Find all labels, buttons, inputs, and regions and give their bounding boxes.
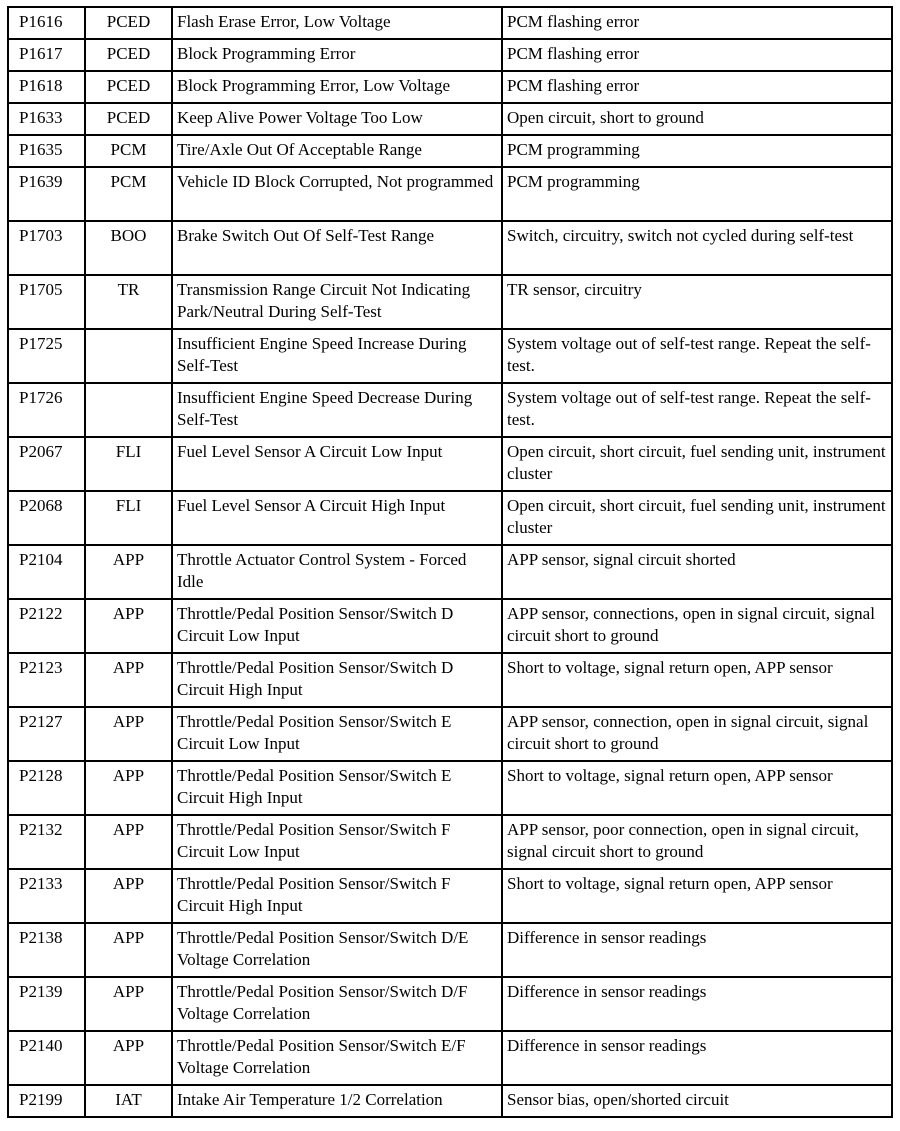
dtc-code-cell: P2139 (8, 977, 85, 1031)
description-cell: Throttle/Pedal Position Sensor/Switch D/F Voltage Correlation (172, 977, 502, 1031)
possible-cause-cell: Short to voltage, signal return open, APP sensor (502, 653, 892, 707)
possible-cause-cell: PCM flashing error (502, 7, 892, 39)
table-row (8, 923, 892, 977)
dtc-table-body (8, 7, 892, 1117)
dtc-code-cell: P1705 (8, 275, 85, 329)
system-cell: APP (85, 815, 172, 869)
dtc-code-cell: P2127 (8, 707, 85, 761)
dtc-code-cell: P1726 (8, 383, 85, 437)
system-cell: APP (85, 545, 172, 599)
dtc-code-cell: P1633 (8, 103, 85, 135)
dtc-code-cell: P2122 (8, 599, 85, 653)
description-cell: Throttle/Pedal Position Sensor/Switch F Circuit High Input (172, 869, 502, 923)
possible-cause-cell: Short to voltage, signal return open, APP sensor (502, 869, 892, 923)
dtc-code-cell: P2128 (8, 761, 85, 815)
dtc-code-cell: P1725 (8, 329, 85, 383)
system-cell: APP (85, 707, 172, 761)
table-row (8, 71, 892, 103)
description-cell: Intake Air Temperature 1/2 Correlation (172, 1085, 502, 1117)
description-cell: Tire/Axle Out Of Acceptable Range (172, 135, 502, 167)
dtc-table (7, 6, 893, 1118)
table-row (8, 707, 892, 761)
table-row (8, 329, 892, 383)
possible-cause-cell: System voltage out of self-test range. Repeat the self-test. (502, 383, 892, 437)
system-cell: FLI (85, 437, 172, 491)
possible-cause-cell: PCM flashing error (502, 71, 892, 103)
dtc-code-cell: P1616 (8, 7, 85, 39)
system-cell: PCED (85, 71, 172, 103)
system-cell: PCM (85, 135, 172, 167)
dtc-code-cell: P1703 (8, 221, 85, 275)
table-row (8, 437, 892, 491)
dtc-code-cell: P1618 (8, 71, 85, 103)
table-row (8, 1085, 892, 1117)
system-cell: PCED (85, 103, 172, 135)
dtc-code-cell: P2123 (8, 653, 85, 707)
dtc-code-cell: P2133 (8, 869, 85, 923)
system-cell (85, 383, 172, 437)
dtc-code-cell: P2068 (8, 491, 85, 545)
description-cell: Transmission Range Circuit Not Indicating Park/Neutral During Self-Test (172, 275, 502, 329)
description-cell: Insufficient Engine Speed Increase During Self-Test (172, 329, 502, 383)
possible-cause-cell: PCM flashing error (502, 39, 892, 71)
table-row (8, 869, 892, 923)
table-row (8, 545, 892, 599)
system-cell: TR (85, 275, 172, 329)
possible-cause-cell: Sensor bias, open/shorted circuit (502, 1085, 892, 1117)
description-cell: Flash Erase Error, Low Voltage (172, 7, 502, 39)
system-cell: PCED (85, 7, 172, 39)
description-cell: Throttle/Pedal Position Sensor/Switch E Circuit Low Input (172, 707, 502, 761)
table-row (8, 39, 892, 71)
table-row (8, 103, 892, 135)
table-row (8, 653, 892, 707)
system-cell: FLI (85, 491, 172, 545)
possible-cause-cell: APP sensor, signal circuit shorted (502, 545, 892, 599)
table-row (8, 977, 892, 1031)
description-cell: Throttle/Pedal Position Sensor/Switch D Circuit Low Input (172, 599, 502, 653)
description-cell: Throttle/Pedal Position Sensor/Switch E Circuit High Input (172, 761, 502, 815)
system-cell: APP (85, 923, 172, 977)
description-cell: Vehicle ID Block Corrupted, Not programmed (172, 167, 502, 221)
dtc-code-cell: P2199 (8, 1085, 85, 1117)
table-row (8, 815, 892, 869)
description-cell: Insufficient Engine Speed Decrease During Self-Test (172, 383, 502, 437)
table-row (8, 7, 892, 39)
dtc-code-cell: P1635 (8, 135, 85, 167)
possible-cause-cell: Open circuit, short to ground (502, 103, 892, 135)
system-cell: APP (85, 761, 172, 815)
system-cell: APP (85, 653, 172, 707)
system-cell: PCM (85, 167, 172, 221)
description-cell: Block Programming Error (172, 39, 502, 71)
dtc-code-cell: P1617 (8, 39, 85, 71)
description-cell: Fuel Level Sensor A Circuit High Input (172, 491, 502, 545)
description-cell: Keep Alive Power Voltage Too Low (172, 103, 502, 135)
dtc-code-cell: P2104 (8, 545, 85, 599)
possible-cause-cell: Difference in sensor readings (502, 1031, 892, 1085)
description-cell: Throttle/Pedal Position Sensor/Switch F Circuit Low Input (172, 815, 502, 869)
possible-cause-cell: Difference in sensor readings (502, 923, 892, 977)
description-cell: Throttle Actuator Control System - Forced Idle (172, 545, 502, 599)
dtc-code-cell: P2140 (8, 1031, 85, 1085)
possible-cause-cell: PCM programming (502, 135, 892, 167)
system-cell: APP (85, 869, 172, 923)
possible-cause-cell: Open circuit, short circuit, fuel sending unit, instrument cluster (502, 491, 892, 545)
system-cell: PCED (85, 39, 172, 71)
table-row (8, 167, 892, 221)
dtc-code-cell: P2067 (8, 437, 85, 491)
table-row (8, 221, 892, 275)
table-row (8, 761, 892, 815)
dtc-code-cell: P2132 (8, 815, 85, 869)
system-cell: BOO (85, 221, 172, 275)
table-row (8, 491, 892, 545)
possible-cause-cell: APP sensor, poor connection, open in signal circuit, signal circuit short to ground (502, 815, 892, 869)
table-row (8, 135, 892, 167)
table-row (8, 275, 892, 329)
possible-cause-cell: PCM programming (502, 167, 892, 221)
possible-cause-cell: Difference in sensor readings (502, 977, 892, 1031)
possible-cause-cell: Open circuit, short circuit, fuel sending unit, instrument cluster (502, 437, 892, 491)
description-cell: Throttle/Pedal Position Sensor/Switch E/F Voltage Correlation (172, 1031, 502, 1085)
system-cell: APP (85, 977, 172, 1031)
possible-cause-cell: Switch, circuitry, switch not cycled during self-test (502, 221, 892, 275)
possible-cause-cell: APP sensor, connections, open in signal circuit, signal circuit short to ground (502, 599, 892, 653)
description-cell: Block Programming Error, Low Voltage (172, 71, 502, 103)
description-cell: Throttle/Pedal Position Sensor/Switch D/E Voltage Correlation (172, 923, 502, 977)
possible-cause-cell: System voltage out of self-test range. Repeat the self-test. (502, 329, 892, 383)
system-cell: IAT (85, 1085, 172, 1117)
system-cell (85, 329, 172, 383)
description-cell: Throttle/Pedal Position Sensor/Switch D Circuit High Input (172, 653, 502, 707)
possible-cause-cell: APP sensor, connection, open in signal circuit, signal circuit short to ground (502, 707, 892, 761)
table-row (8, 1031, 892, 1085)
table-row (8, 383, 892, 437)
dtc-code-cell: P2138 (8, 923, 85, 977)
description-cell: Fuel Level Sensor A Circuit Low Input (172, 437, 502, 491)
system-cell: APP (85, 599, 172, 653)
possible-cause-cell: TR sensor, circuitry (502, 275, 892, 329)
system-cell: APP (85, 1031, 172, 1085)
possible-cause-cell: Short to voltage, signal return open, APP sensor (502, 761, 892, 815)
dtc-code-cell: P1639 (8, 167, 85, 221)
table-row (8, 599, 892, 653)
description-cell: Brake Switch Out Of Self-Test Range (172, 221, 502, 275)
